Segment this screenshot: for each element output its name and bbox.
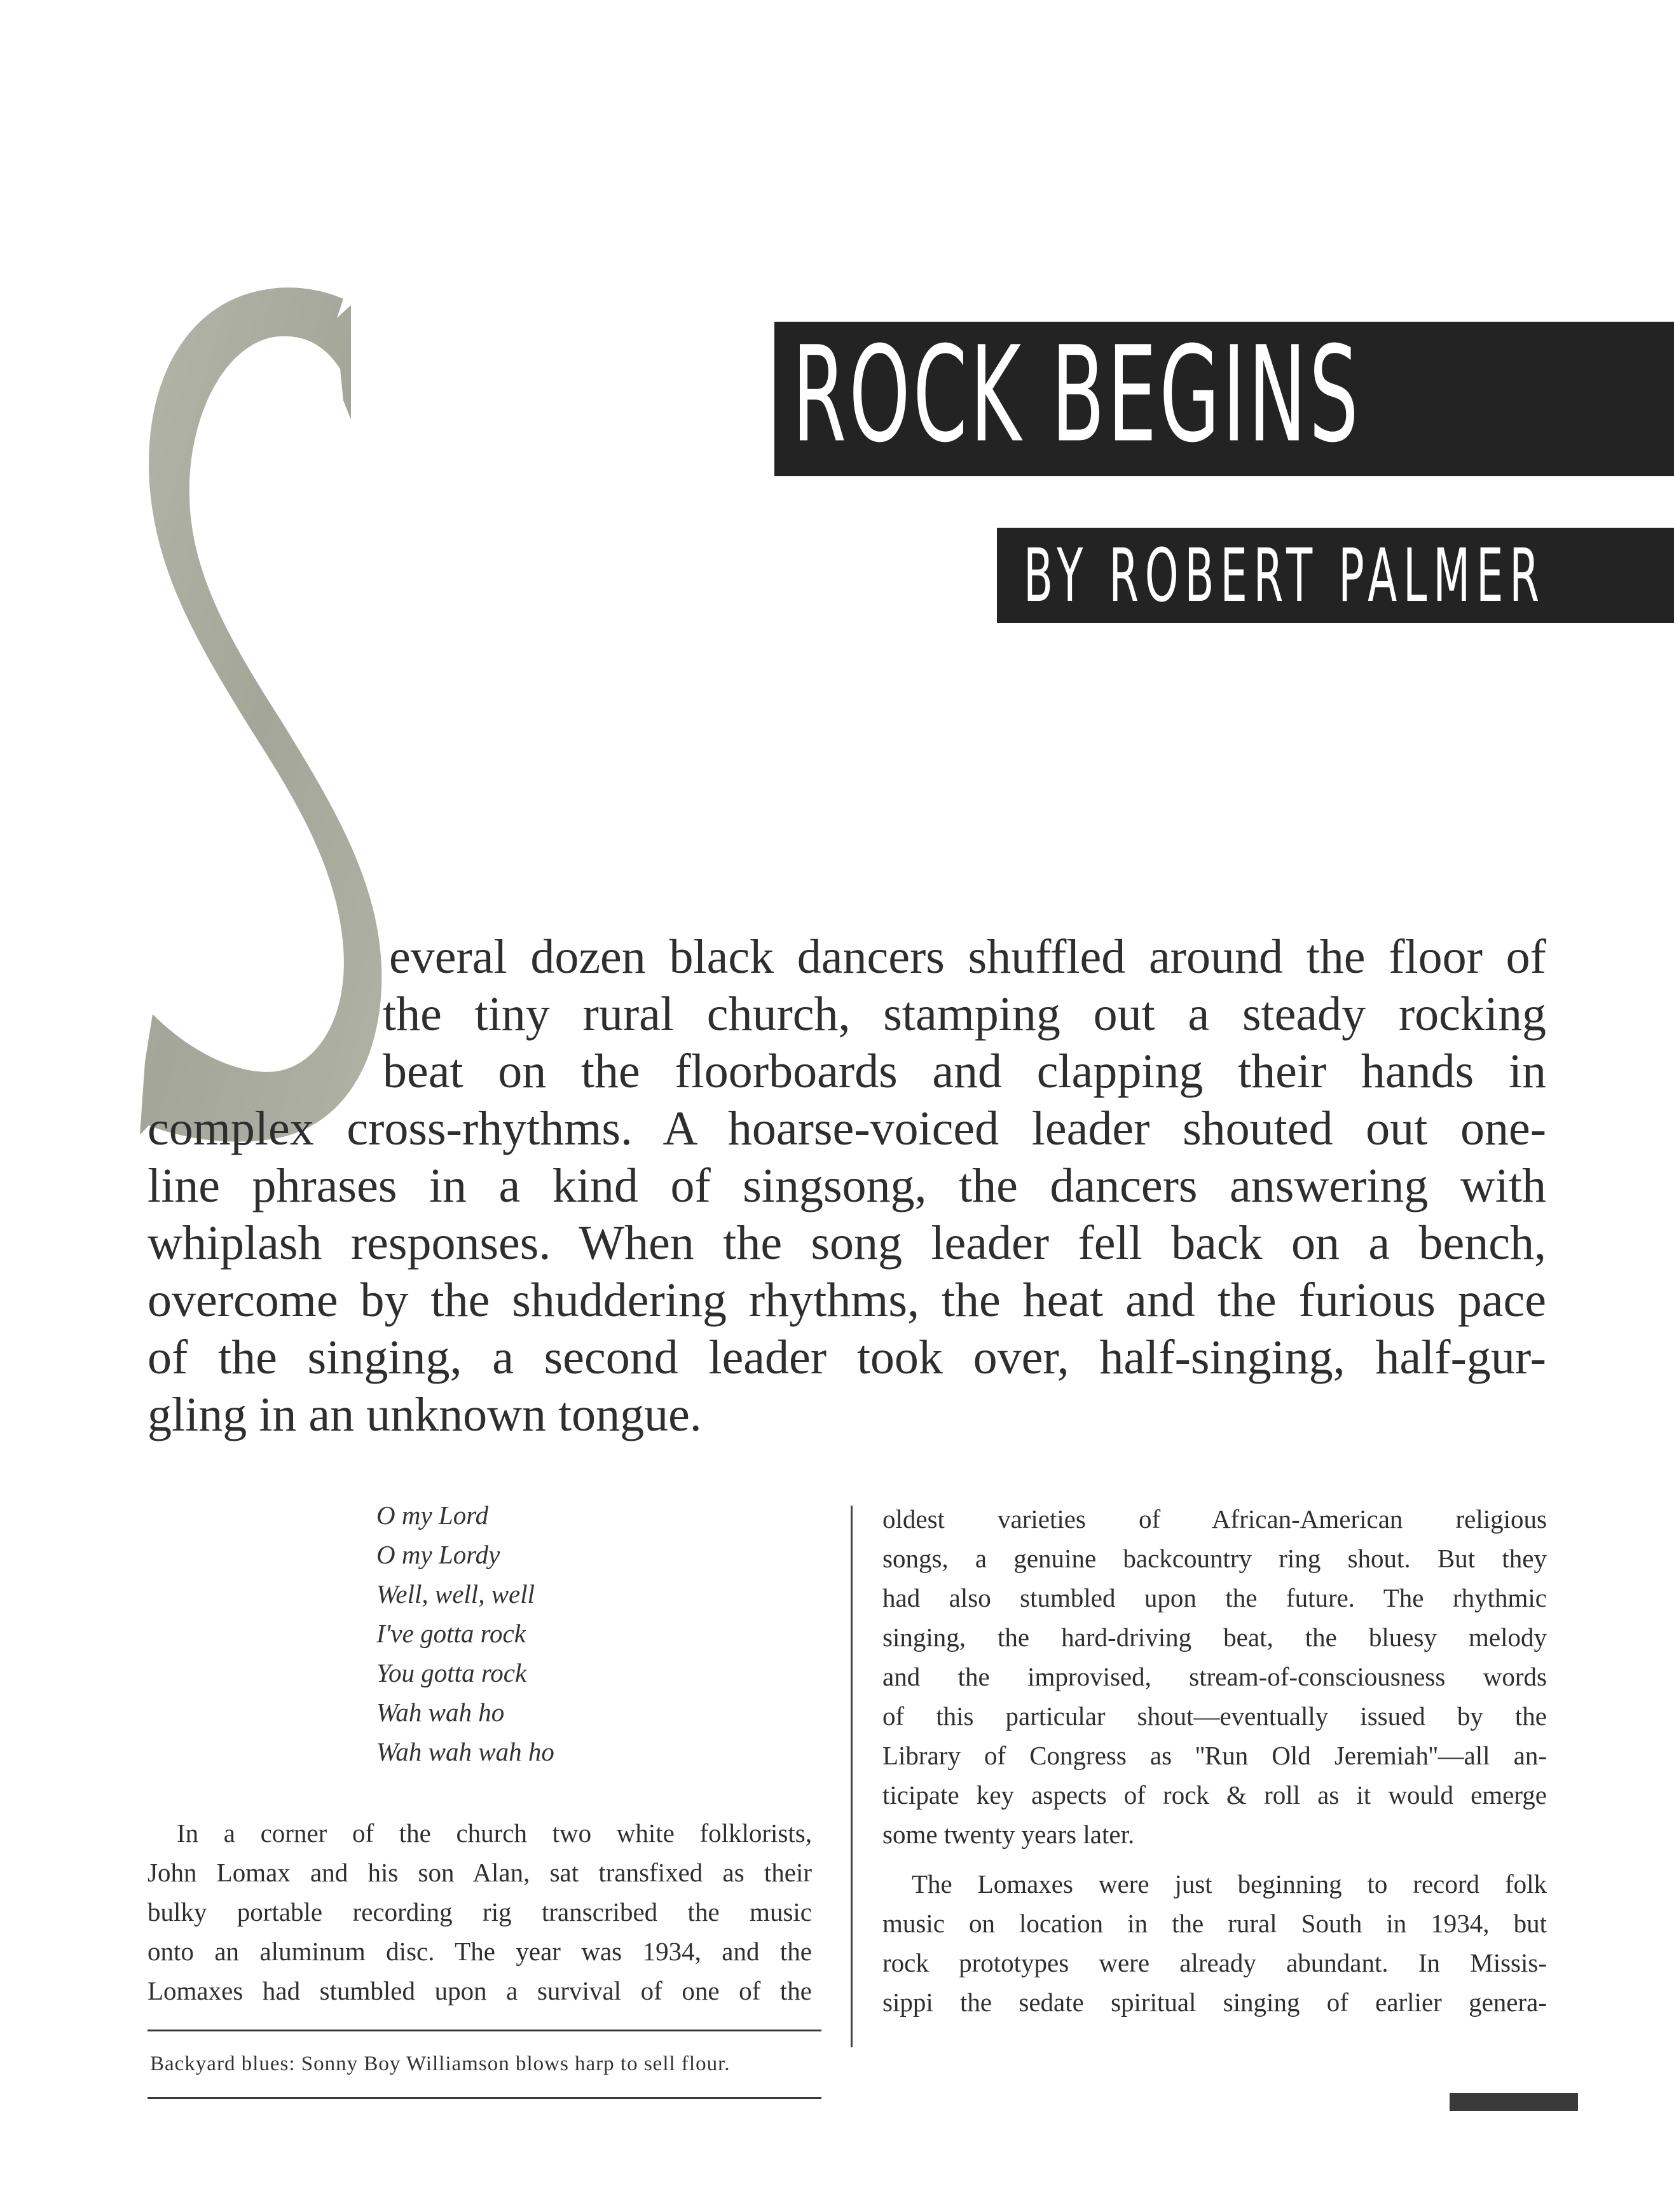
lead-line: of the singing, a second leader took over, half-singing, half-gur- xyxy=(148,1331,1546,1384)
caption-rule-top xyxy=(148,2030,821,2031)
corner-tab-marker xyxy=(1450,2093,1578,2111)
lead-line: overcome by the shuddering rhythms, the heat and the furious pace xyxy=(148,1274,1546,1327)
article-byline: BY ROBERT PALMER xyxy=(1024,533,1546,619)
body-line: music on location in the rural South in 1934, but xyxy=(882,1909,1547,1938)
body-line: bulky portable recording rig transcribed the music xyxy=(148,1897,812,1927)
title-bar xyxy=(774,318,1674,476)
article-title: ROCK BEGINS xyxy=(792,318,1362,472)
byline-bar xyxy=(997,528,1674,623)
body-line: Library of Congress as ''Run Old Jeremiah''—all an- xyxy=(882,1741,1547,1770)
body-line: onto an aluminum disc. The year was 1934, and the xyxy=(148,1937,812,1966)
body-line: of this particular shout—eventually issued by the xyxy=(882,1701,1547,1731)
lead-line: gling in an unknown tongue. xyxy=(148,1388,702,1441)
body-line: singing, the hard-driving beat, the bluesy melody xyxy=(882,1623,1547,1652)
body-line: and the improvised, stream-of-consciousness words xyxy=(882,1662,1547,1691)
lead-line: the tiny rural church, stamping out a steady rocking xyxy=(383,987,1546,1041)
song-lyrics xyxy=(376,1495,732,1771)
lead-line: beat on the floorboards and clapping their hands in xyxy=(383,1045,1546,1098)
column-divider xyxy=(851,1506,853,2047)
body-line: The Lomaxes were just beginning to record folk xyxy=(912,1869,1547,1899)
right-column xyxy=(882,1499,1547,2022)
lyric-line: Wah wah wah ho xyxy=(376,1737,554,1766)
caption-rule-bottom xyxy=(148,2097,821,2099)
lead-paragraph xyxy=(148,928,1546,1443)
body-line: rock prototypes were already abundant. In Missis- xyxy=(882,1948,1547,1977)
left-column xyxy=(148,1813,812,2010)
lead-line: whiplash responses. When the song leader fell back on a bench, xyxy=(148,1216,1546,1270)
lyric-line: Well, well, well xyxy=(376,1579,535,1609)
body-line: oldest varieties of African-American religious xyxy=(882,1504,1547,1534)
body-line: Lomaxes had stumbled upon a survival of one of the xyxy=(148,1976,812,2005)
lyric-line: I've gotta rock xyxy=(376,1619,526,1648)
body-line: songs, a genuine backcountry ring shout. But they xyxy=(882,1544,1547,1573)
body-line: some twenty years later. xyxy=(882,1820,1135,1849)
lead-line: line phrases in a kind of singsong, the dancers answering with xyxy=(148,1159,1546,1212)
lyric-line: You gotta rock xyxy=(376,1658,527,1687)
paragraph-gap xyxy=(882,1854,1547,1864)
lead-line: everal dozen black dancers shuffled around the floor of xyxy=(389,930,1546,984)
lead-line: complex cross-rhythms. A hoarse-voiced leader shouted out one- xyxy=(148,1102,1546,1155)
lyric-line: Wah wah ho xyxy=(376,1698,505,1727)
photo-caption: Backyard blues: Sonny Boy Williamson blows harp to sell flour. xyxy=(150,2052,731,2075)
body-line: sippi the sedate spiritual singing of earlier genera- xyxy=(882,1988,1547,2017)
body-line: had also stumbled upon the future. The rhythmic xyxy=(882,1583,1547,1612)
body-line: ticipate key aspects of rock & roll as it would emerge xyxy=(882,1780,1547,1810)
lyric-line: O my Lordy xyxy=(376,1540,500,1569)
lyric-line: O my Lord xyxy=(376,1501,489,1530)
body-line: In a corner of the church two white folklorists, xyxy=(177,1818,812,1848)
body-line: John Lomax and his son Alan, sat transfixed as their xyxy=(148,1858,812,1887)
